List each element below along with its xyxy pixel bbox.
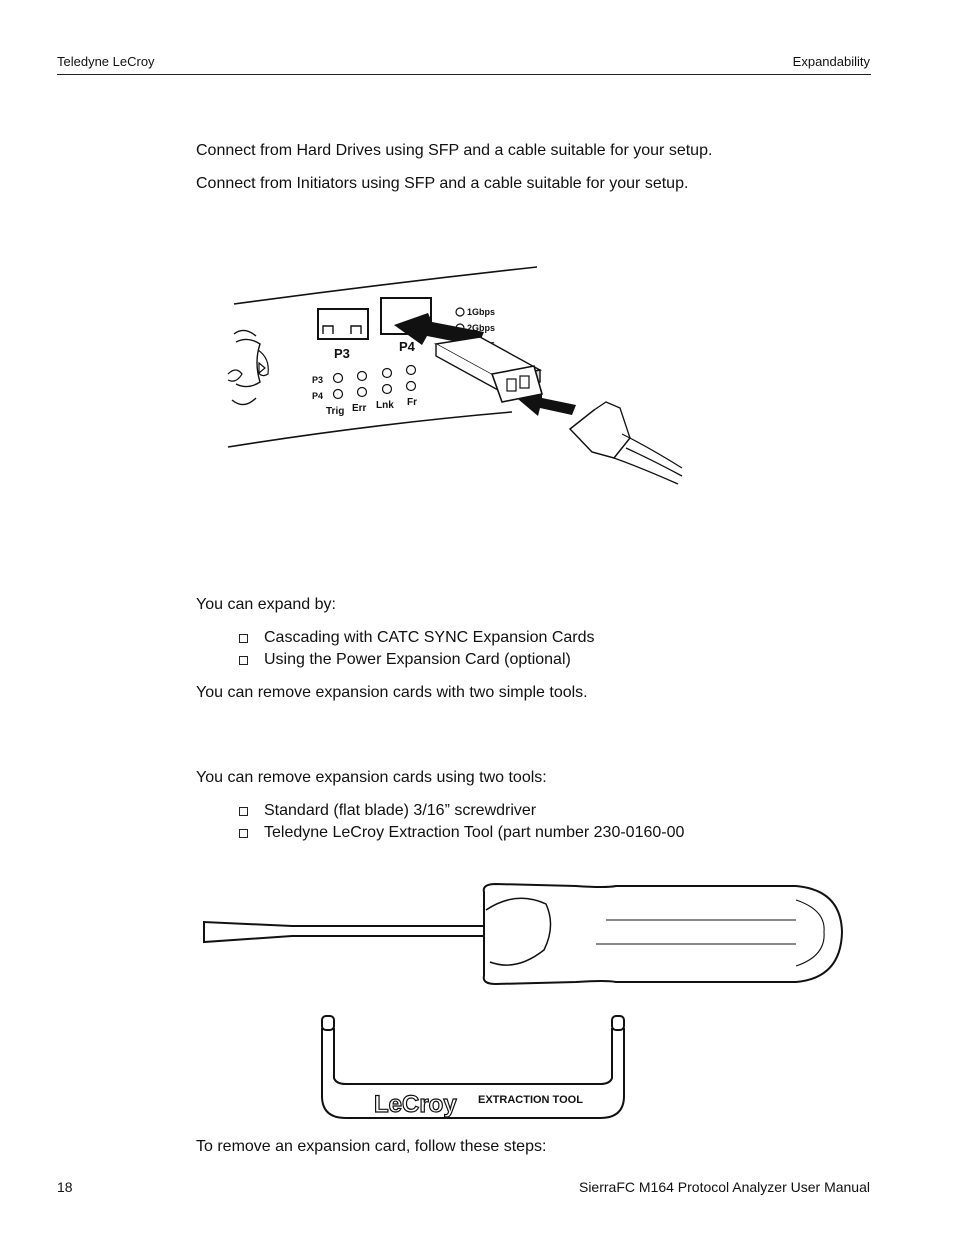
checkbox-bullet-icon: [239, 807, 248, 816]
header-rule: [57, 74, 871, 75]
steps-intro: To remove an expansion card, follow these steps:: [196, 1138, 547, 1155]
navigation-buttons-icon: [228, 330, 268, 404]
list-item: Using the Power Expansion Card (optional): [237, 649, 595, 671]
running-header-right: Expandability: [792, 54, 870, 69]
port-label-p4: P4: [399, 339, 415, 354]
tools-intro: You can remove expansion cards using two tools:: [196, 769, 547, 786]
sfp-insertion-figure: [222, 262, 692, 487]
led-col-label-lnk: Lnk: [376, 400, 394, 411]
checkbox-bullet-icon: [239, 634, 248, 643]
checkbox-bullet-icon: [239, 656, 248, 665]
page-number: 18: [57, 1179, 73, 1195]
status-leds: [334, 366, 416, 399]
led-col-label-trig: Trig: [326, 406, 345, 417]
fiber-cable-icon: [570, 402, 682, 484]
manual-title: SierraFC M164 Protocol Analyzer User Manual: [578, 1179, 870, 1195]
checkbox-bullet-icon: [239, 829, 248, 838]
screwdriver-icon: [204, 884, 842, 984]
list-item: Cascading with CATC SYNC Expansion Cards: [237, 627, 595, 649]
running-header-left: Teledyne LeCroy: [57, 54, 155, 69]
tools-list: [237, 800, 684, 844]
port-p3: [318, 309, 368, 339]
expand-intro: You can expand by:: [196, 596, 336, 613]
extraction-tool-label: EXTRACTION TOOL: [478, 1094, 583, 1106]
led-col-label-err: Err: [352, 403, 367, 414]
led-col-label-fr: Fr: [407, 397, 417, 408]
list-item: Standard (flat blade) 3/16” screwdriver: [237, 800, 684, 822]
led-row-label-p3: P3: [312, 375, 324, 385]
speed-label-2g: 2Gbps: [467, 323, 496, 333]
list-item: Teledyne LeCroy Extraction Tool (part number 230-0160-00: [237, 822, 684, 844]
intro-initiators: Connect from Initiators using SFP and a cable suitable for your setup.: [196, 175, 689, 192]
led-row-label-p4: P4: [312, 391, 324, 401]
intro-hard-drives: Connect from Hard Drives using SFP and a cable suitable for your setup.: [196, 142, 713, 159]
lecroy-logo: LeCroy: [374, 1091, 457, 1118]
expand-list: [237, 627, 595, 671]
extraction-tool-figure: [316, 1012, 630, 1124]
sfp-module-icon: [436, 337, 542, 402]
expand-note: You can remove expansion cards with two simple tools.: [196, 684, 588, 701]
screwdriver-figure: [196, 880, 846, 992]
port-label-p3: P3: [334, 346, 350, 361]
speed-label-1g: 1Gbps: [467, 307, 496, 317]
